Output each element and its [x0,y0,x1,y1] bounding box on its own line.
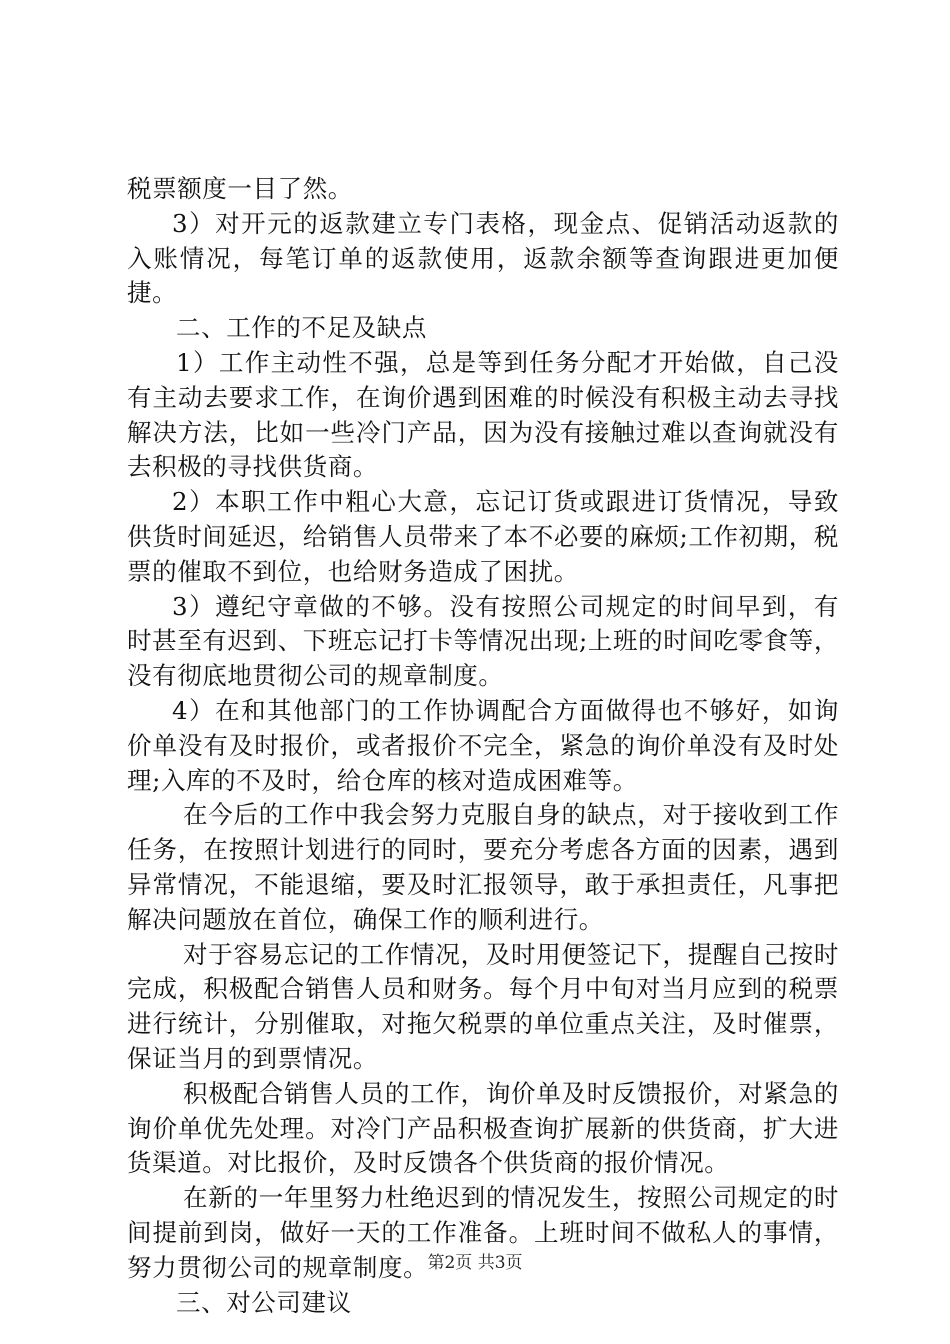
section-heading-shortcomings: 二、工作的不足及缺点 [176,313,427,343]
document-body [127,172,839,1320]
paragraph-item-1-initiative: 1）工作主动性不强，总是等到任务分配才开始做，自己没有主动去要求工作，在询价遇到困难的时候没有积极主动去寻找解决方法，比如一些冷门产品，因为没有接触过难以查询就没有去积极的寻找供货商。 [127,347,839,482]
paragraph-item-4-coordination: 4）在和其他部门的工作协调配合方面做得也不够好，如询价单没有及时报价，或者报价不完全，紧急的询价单没有及时处理;入库的不及时，给仓库的核对造成困难等。 [127,695,839,795]
paragraph-item-3-rebate: 3）对开元的返款建立专门表格，现金点、促销活动返款的入账情况，每笔订单的返款使用，返款余额等查询跟进更加便捷。 [127,208,839,308]
paragraph-improvement-plan: 在今后的工作中我会努力克服自身的缺点，对于接收到工作任务，在按照计划进行的同时，要充分考虑各方面的因素，遇到异常情况，不能退缩，要及时汇报领导，敢于承担责任，凡事把解决问题放在首位，确保工作的顺利进行。 [127,800,839,934]
paragraph-new-year: 在新的一年里努力杜绝迟到的情况发生，按照公司规定的时间提前到岗，做好一天的工作准备。上班时间不做私人的事情，努力贯彻公司的规章制度。 [127,1183,839,1282]
paragraph-continuation: 税票额度一目了然。 [127,174,353,203]
paragraph-sales-cooperation: 积极配合销售人员的工作，询价单及时反馈报价，对紧急的询价单优先处理。对冷门产品积极查询扩展新的供货商，扩大进货渠道。对比报价，及时反馈各个供货商的报价情况。 [127,1078,839,1178]
page-number-footer: 第2页 共3页 [427,1253,523,1273]
paragraph-item-2-carelessness: 2）本职工作中粗心大意，忘记订货或跟进订货情况，导致供货时间延迟，给销售人员带来了本不必要的麻烦;工作初期，税票的催取不到位，也给财务造成了困扰。 [127,487,839,586]
section-heading-suggestions: 三、对公司建议 [176,1287,352,1317]
paragraph-reminders: 对于容易忘记的工作情况，及时用便签记下，提醒自己按时完成，积极配合销售人员和财务。每个月中旬对当月应到的税票进行统计，分别催取，对拖欠税票的单位重点关注，及时催票，保证当月的到票情况。 [127,939,839,1073]
paragraph-item-3-discipline: 3）遵纪守章做的不够。没有按照公司规定的时间早到，有时甚至有迟到、下班忘记打卡等情况出现;上班的时间吃零食等，没有彻底地贯彻公司的规章制度。 [127,591,839,691]
